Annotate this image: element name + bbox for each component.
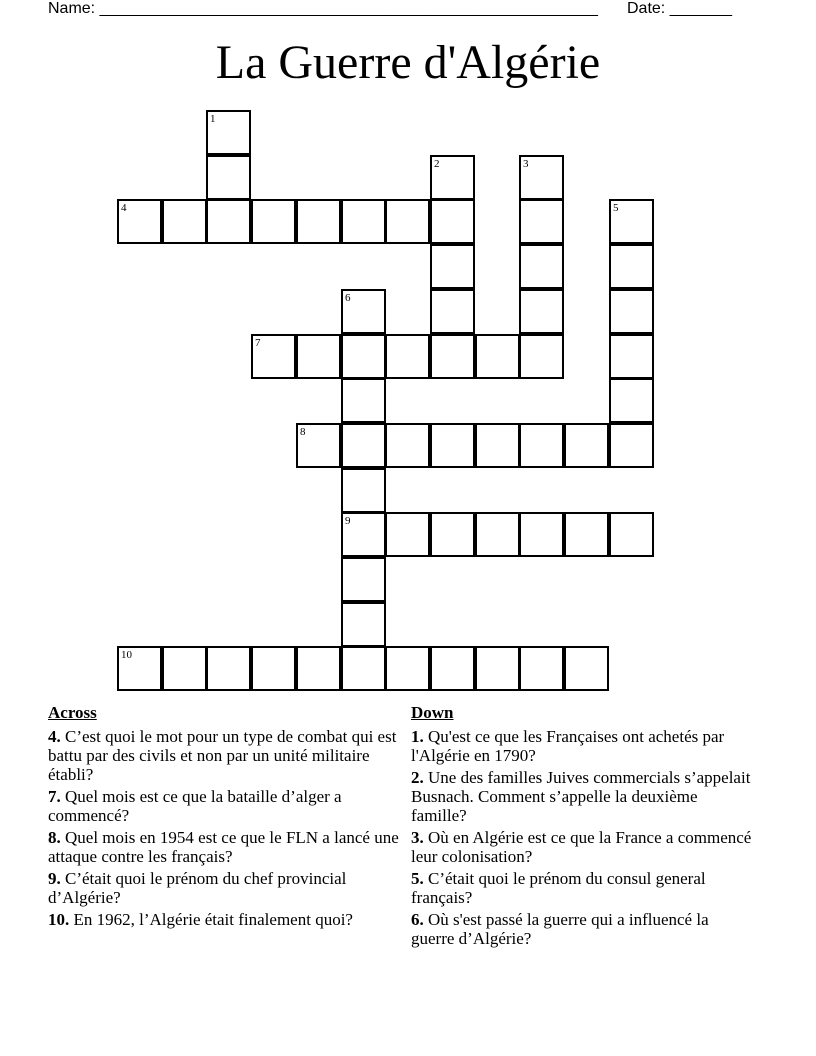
clue-number: 7. [48,787,61,806]
clue-number: 4 [121,202,127,214]
clue-number: 9. [48,869,61,888]
grid-cell[interactable] [385,199,430,244]
grid-cell[interactable] [251,199,296,244]
grid-cell[interactable] [430,289,475,334]
grid-cell[interactable] [519,423,564,468]
grid-cell[interactable] [341,602,386,647]
grid-cell[interactable] [475,423,520,468]
grid-cell[interactable] [564,423,609,468]
grid-cell[interactable] [341,199,386,244]
clue-number: 5. [411,869,424,888]
across-clue [48,727,408,784]
grid-cell[interactable] [519,646,564,691]
grid-cell[interactable] [430,334,475,379]
clue-number: 8. [48,828,61,847]
across-clue [48,869,408,907]
grid-cell[interactable] [206,199,251,244]
clue-number: 5 [613,202,619,214]
across-clues [48,703,408,932]
grid-cell[interactable] [564,512,609,557]
name-blank[interactable]: ________________________________________________________ [99,0,598,17]
grid-cell[interactable] [564,646,609,691]
grid-cell[interactable] [296,423,341,468]
grid-cell[interactable] [341,512,386,557]
clue-number: 10. [48,910,70,929]
down-heading: Down [411,703,454,722]
clue-text: Quel mois est ce que la bataille d’alger a commencé? [48,787,342,825]
grid-cell[interactable] [609,199,654,244]
page-title: La Guerre d'Algérie [215,36,601,89]
down-clue [411,869,756,907]
grid-cell[interactable] [206,155,251,200]
grid-cell[interactable] [609,289,654,334]
grid-cell[interactable] [609,244,654,289]
clue-number: 2 [434,158,440,170]
grid-cell[interactable] [341,334,386,379]
grid-cell[interactable] [341,468,386,513]
grid-cell[interactable] [341,646,386,691]
grid-cell[interactable] [430,423,475,468]
grid-cell[interactable] [117,646,162,691]
grid-cell[interactable] [519,334,564,379]
grid-cell[interactable] [430,512,475,557]
name-label: Name: [48,0,96,17]
grid-cell[interactable] [162,646,207,691]
date-label: Date: [627,0,666,17]
clue-number: 4. [48,727,61,746]
down-clue [411,910,756,948]
grid-cell[interactable] [519,199,564,244]
clue-number: 7 [255,337,261,349]
grid-cell[interactable] [385,334,430,379]
clue-number: 10 [121,649,132,661]
clue-text: Où s'est passé la guerre qui a influencé la guerre d’Algérie? [411,910,709,948]
across-heading: Across [48,703,97,722]
grid-cell[interactable] [519,244,564,289]
grid-cell[interactable] [430,199,475,244]
grid-cell[interactable] [341,557,386,602]
clue-text: Une des familles Juives commercials s’appelait Busnach. Comment s’appelle la deuxième famille? [411,768,751,825]
grid-cell[interactable] [296,199,341,244]
grid-cell[interactable] [206,646,251,691]
grid-cell[interactable] [385,646,430,691]
grid-cell[interactable] [162,199,207,244]
clue-number: 3. [411,828,424,847]
clue-number: 6. [411,910,424,929]
grid-cell[interactable] [609,423,654,468]
across-clue-list [48,727,408,929]
grid-cell[interactable] [296,334,341,379]
grid-cell[interactable] [430,646,475,691]
clue-text: Qu'est ce que les Françaises ont achetés par l'Algérie en 1790? [411,727,725,765]
date-blank[interactable]: _______ [669,0,732,17]
grid-cell[interactable] [519,155,564,200]
down-clue [411,727,756,765]
clue-text: Où en Algérie est ce que la France a commencé leur colonisation? [411,828,752,866]
clue-number: 8 [300,426,306,438]
down-clue [411,828,756,866]
grid-cell[interactable] [519,289,564,334]
grid-cell[interactable] [475,512,520,557]
clue-number: 3 [523,158,529,170]
clue-number: 1. [411,727,424,746]
grid-cell[interactable] [341,378,386,423]
down-clue [411,768,756,825]
clue-number: 6 [345,292,351,304]
grid-cell[interactable] [385,423,430,468]
across-clue [48,910,408,929]
grid-cell[interactable] [519,512,564,557]
grid-cell[interactable] [251,646,296,691]
grid-cell[interactable] [609,334,654,379]
grid-cell[interactable] [475,646,520,691]
down-clue-list [411,727,756,948]
clue-text: C’était quoi le prénom du chef provincial d’Algérie? [48,869,347,907]
across-clue [48,787,408,825]
clue-number: 1 [210,113,216,125]
grid-cell[interactable] [251,334,296,379]
grid-cell[interactable] [385,512,430,557]
clue-number: 2. [411,768,424,787]
grid-cell[interactable] [341,289,386,334]
grid-cell[interactable] [475,334,520,379]
grid-cell[interactable] [296,646,341,691]
clue-text: C’était quoi le prénom du consul general français? [411,869,706,907]
grid-cell[interactable] [609,378,654,423]
down-clues [411,703,756,951]
grid-cell[interactable] [117,199,162,244]
grid-cell[interactable] [430,155,475,200]
clue-number: 9 [345,515,351,527]
clue-text: En 1962, l’Algérie était finalement quoi? [69,910,353,929]
grid-cell[interactable] [609,512,654,557]
grid-cell[interactable] [206,110,251,155]
clue-text: Quel mois en 1954 est ce que le FLN a lancé une attaque contre les français? [48,828,399,866]
grid-cell[interactable] [341,423,386,468]
grid-cell[interactable] [430,244,475,289]
across-clue [48,828,408,866]
clue-text: C’est quoi le mot pour un type de combat qui est battu par des civils et non par un unité militaire établi? [48,727,397,784]
